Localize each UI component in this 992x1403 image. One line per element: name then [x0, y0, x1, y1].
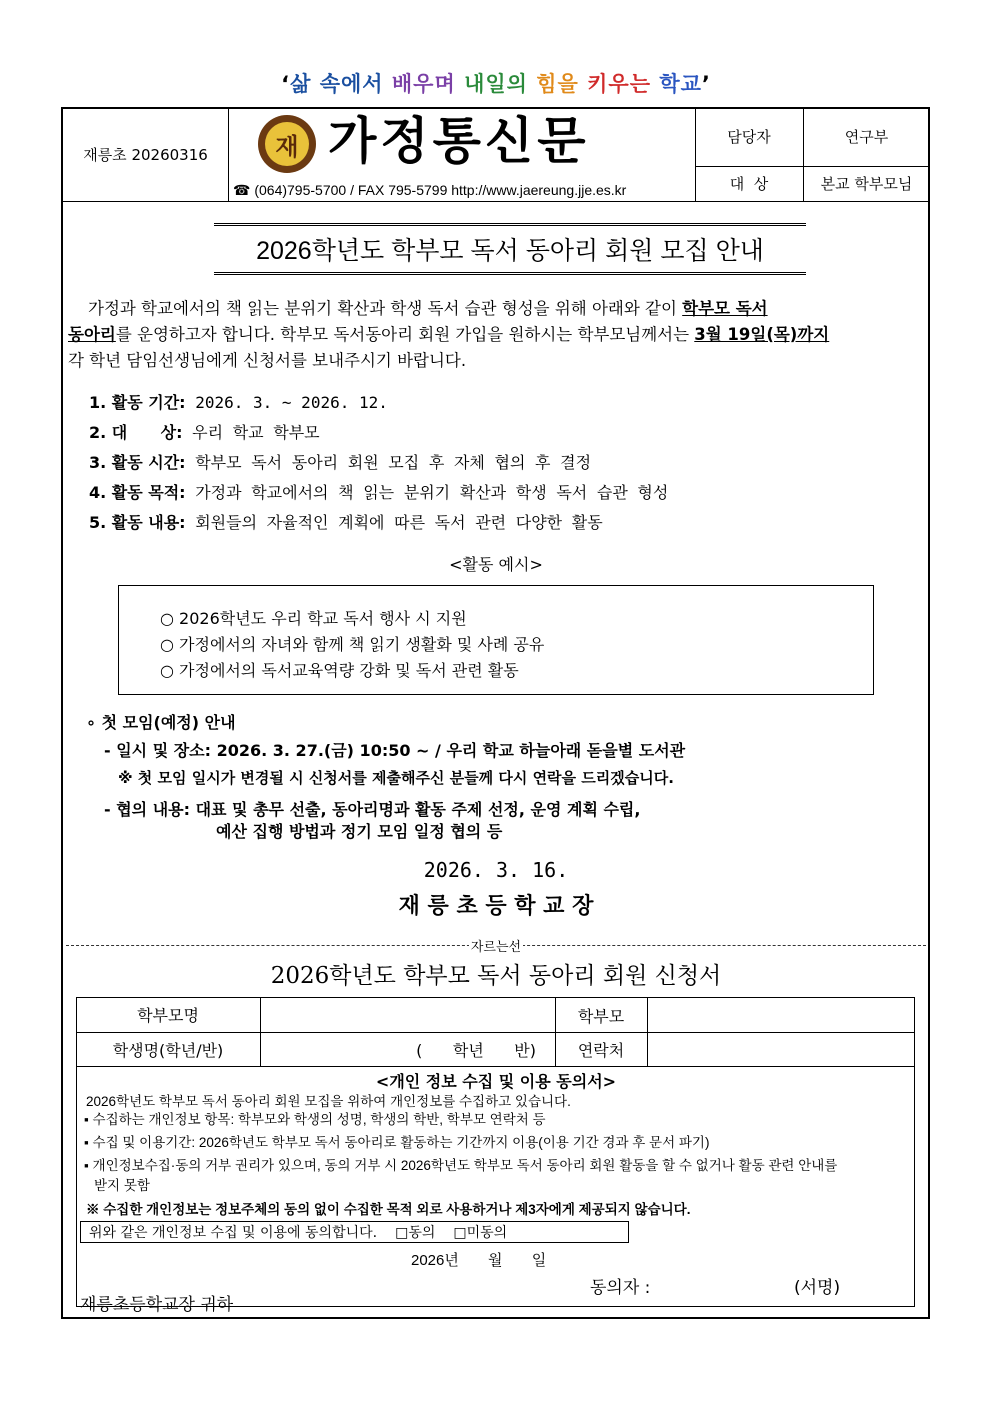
slogan-part: 키우는 — [587, 72, 660, 96]
intro-line-1-text: 가정과 학교에서의 책 읽는 분위기 확산과 학생 독서 습관 형성을 위해 아래와 같이 — [88, 299, 683, 318]
consent-note: ※ 수집한 개인정보는 정보주체의 동의 없이 수집한 목적 외로 사용하거나 제3자에게 제공되지 않습니다. — [86, 1202, 691, 1217]
example-2: ○ 가정에서의 자녀와 함께 책 읽기 생활화 및 사례 공유 — [160, 635, 545, 654]
intro-highlight-1: 학부모 독서 — [682, 299, 768, 318]
slogan-part: 의 — [506, 72, 537, 96]
signature-label: (서명) — [794, 1278, 841, 1298]
meeting-heading: ∘ 첫 모임(예정) 안내 — [86, 713, 236, 732]
contact-label-2: 연락처 — [577, 1040, 625, 1060]
item-value: 2026. 3. ~ 2026. 12. — [195, 393, 388, 412]
meeting-note: ※ 첫 모임 일시가 변경될 시 신청서를 제출해주신 분들께 다시 연락을 드리겠습니다. — [118, 769, 674, 787]
item-label: 4. 활동 목적: — [89, 483, 186, 502]
slogan-part: 내일 — [464, 72, 507, 96]
newsletter-title: 가정통신문 — [328, 111, 590, 170]
consent-date: 2026년 월 일 — [411, 1252, 547, 1269]
student-input[interactable]: ( 학년 반) — [416, 1040, 536, 1060]
disagree-checkbox[interactable]: □미동의 — [453, 1225, 508, 1241]
principal-name: 재 릉 초 등 학 교 장 — [398, 894, 594, 919]
consenter-name-input[interactable] — [680, 1274, 780, 1296]
school-slogan — [0, 68, 992, 98]
slogan-open-quote: ‘ — [281, 72, 291, 96]
meeting-agenda-1: - 협의 내용: 대표 및 총무 선출, 동아리명과 활동 주제 선정, 운영 계획 수립, — [104, 800, 641, 819]
examples-title: <활동 예시> — [449, 555, 543, 574]
header-divider — [61, 201, 930, 202]
target-value: 본교 학부모님 — [820, 175, 913, 193]
item-period — [89, 390, 388, 413]
contact-label-1: 학부모 — [577, 1006, 625, 1026]
slogan-part: 힘을 — [536, 72, 588, 96]
slogan-close-quote: ’ — [701, 72, 711, 96]
consenter-label: 동의자 : — [590, 1278, 651, 1298]
school-logo-icon — [258, 115, 316, 173]
consent-item-2: ▪ 수집 및 이용기간: 2026학년도 학부모 독서 동아리로 활동하는 기간까지 이용(이용 기간 경과 후 문서 파기) — [84, 1135, 710, 1150]
item-label: 3. 활동 시간: — [89, 453, 186, 472]
intro-deadline: 3월 19일(목)까지 — [694, 325, 830, 344]
slogan-part: 학교 — [659, 72, 702, 96]
form-title: 2026학년도 학부모 독서 동아리 회원 신청서 — [270, 963, 722, 989]
item-value: 우리 학교 학부모 — [192, 423, 320, 442]
intro-line-3: 각 학년 담임선생님에게 신청서를 보내주시기 바랍니다. — [68, 351, 467, 370]
slogan-part: 삶 속에서 — [290, 72, 392, 96]
item-time — [89, 450, 591, 473]
contact-input[interactable] — [648, 998, 914, 1065]
meeting-agenda-2: 예산 집행 방법과 정기 모임 일정 협의 등 — [216, 822, 503, 841]
agree-checkbox[interactable]: □동의 — [395, 1225, 436, 1241]
consent-title: <개인 정보 수집 및 이용 동의서> — [375, 1072, 617, 1091]
parent-name-label: 학부모명 — [137, 1006, 199, 1025]
intro-line-2 — [68, 322, 924, 348]
item-label: 2. 대 상: — [89, 423, 183, 442]
manager-value: 연구부 — [844, 128, 889, 146]
item-label: 1. 활동 기간: — [89, 393, 186, 412]
example-1: ○ 2026학년도 우리 학교 독서 행사 시 지원 — [160, 609, 467, 628]
intro-highlight-2: 동아리 — [68, 325, 116, 344]
intro-line-2-text: 를 운영하고자 합니다. 학부모 독서동아리 회원 가입을 원하시는 학부모님께서는 — [115, 325, 695, 344]
intro-line-1 — [68, 296, 924, 322]
item-target — [89, 420, 320, 443]
agree-box — [80, 1221, 629, 1243]
addressee: 재릉초등학교장 귀하 — [80, 1295, 234, 1315]
form-row-divider-2 — [76, 1066, 915, 1067]
item-value: 학부모 독서 동아리 회원 모집 후 자체 협의 후 결정 — [195, 453, 592, 472]
cut-line-label-wrap — [0, 936, 992, 955]
consent-item-1: ▪ 수집하는 개인정보 항목: 학부모와 학생의 성명, 학생의 학반, 학부모 연락처 등 — [84, 1112, 546, 1127]
consent-intro: 2026학년도 학부모 독서 동아리 회원 모집을 위하여 개인정보를 수집하고 있습니다. — [86, 1094, 571, 1109]
item-value: 가정과 학교에서의 책 읽는 분위기 확산과 학생 독서 습관 형성 — [195, 483, 669, 502]
manager-label: 담당자 — [727, 128, 771, 146]
logo-char: 재 — [265, 122, 309, 166]
item-content — [89, 510, 603, 533]
meeting-schedule: - 일시 및 장소: 2026. 3. 27.(금) 10:50 ~ / 우리 학교 하늘아래 돋을별 도서관 — [104, 741, 686, 760]
notice-date: 2026. 3. 16. — [423, 858, 569, 882]
item-value: 회원들의 자율적인 계획에 따른 독서 관련 다양한 활동 — [195, 513, 603, 532]
cut-line-label: 자르는선 — [470, 940, 522, 955]
item-label: 5. 활동 내용: — [89, 513, 186, 532]
student-label: 학생명(학년/반) — [112, 1040, 224, 1060]
agree-statement: 위와 같은 개인정보 수집 및 이용에 동의합니다. — [89, 1225, 378, 1241]
example-3: ○ 가정에서의 독서교육역량 강화 및 독서 관련 활동 — [160, 661, 519, 680]
parent-name-input[interactable] — [261, 998, 554, 1031]
doc-number: 재릉초 20260316 — [83, 145, 208, 164]
consent-item-3-cont: 받지 못함 — [94, 1178, 150, 1193]
item-purpose — [89, 480, 668, 503]
slogan-part: 배우며 — [391, 72, 465, 96]
contact-info: ☎ (064)795-5700 / FAX 795-5799 http://www.jaereung.jje.es.kr — [233, 182, 627, 198]
consent-item-3: ▪ 개인정보수집·동의 거부 권리가 있으며, 동의 거부 시 2026학년도 학부모 독서 동아리 회원 활동을 할 수 없거나 활동 관련 안내를 — [84, 1158, 838, 1173]
header-divider-v1 — [228, 107, 229, 201]
notice-title: 2026학년도 학부모 독서 동아리 회원 모집 안내 — [214, 223, 806, 275]
target-label: 대 상 — [729, 175, 769, 193]
